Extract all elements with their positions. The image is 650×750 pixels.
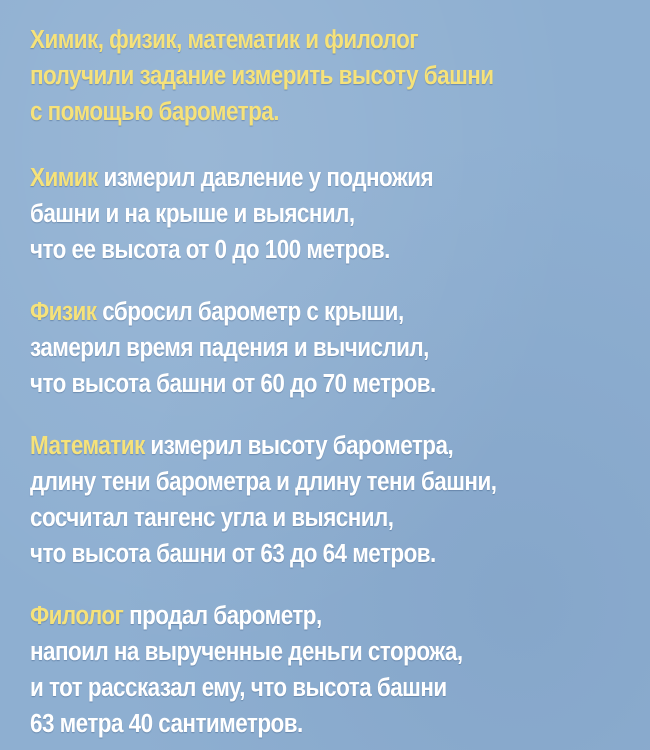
chemist-paragraph xyxy=(30,160,628,268)
mathematician-name: Математик xyxy=(30,432,145,460)
intro-line-2: получили задание измерить высоту башни xyxy=(30,62,494,90)
philologist-line-2: напоил на вырученные деньги сторожа, xyxy=(30,638,463,666)
mathematician-line-1 xyxy=(30,428,628,464)
chemist-line-3: что ее высота от 0 до 100 метров. xyxy=(30,236,390,264)
physicist-line-1 xyxy=(30,294,628,330)
chemist-line-1 xyxy=(30,160,628,196)
intro-line-3: с помощью барометра. xyxy=(30,98,279,126)
mathematician-line-3: сосчитал тангенс угла и выяснил, xyxy=(30,504,394,532)
philologist-line-4: 63 метра 40 сантиметров. xyxy=(30,710,303,738)
mathematician-paragraph xyxy=(30,428,628,572)
mathematician-line-4: что высота башни от 63 до 64 метров. xyxy=(30,540,436,568)
physicist-line-2: замерил время падения и вычислил, xyxy=(30,334,429,362)
chemist-name: Химик xyxy=(30,164,98,192)
philologist-name: Филолог xyxy=(30,602,124,630)
chemist-line-1-text: измерил давление у подножия xyxy=(97,164,434,192)
physicist-line-1-text: сбросил барометр с крыши, xyxy=(96,298,404,326)
philologist-line-1 xyxy=(30,598,628,634)
chemist-line-2: башни и на крыше и выяснил, xyxy=(30,200,355,228)
mathematician-line-2: длину тени барометра и длину тени башни, xyxy=(30,468,497,496)
physicist-paragraph xyxy=(30,294,628,402)
philologist-line-1-text: продал барометр, xyxy=(123,602,322,630)
philologist-paragraph xyxy=(30,598,628,742)
intro-line-1: Химик, физик, математик и филолог xyxy=(30,26,419,54)
physicist-name: Физик xyxy=(30,298,97,326)
philologist-line-3: и тот рассказал ему, что высота башни xyxy=(30,674,447,702)
mathematician-line-1-text: измерил высоту барометра, xyxy=(144,432,454,460)
physicist-line-3: что высота башни от 60 до 70 метров. xyxy=(30,370,436,398)
intro-paragraph xyxy=(30,22,628,130)
